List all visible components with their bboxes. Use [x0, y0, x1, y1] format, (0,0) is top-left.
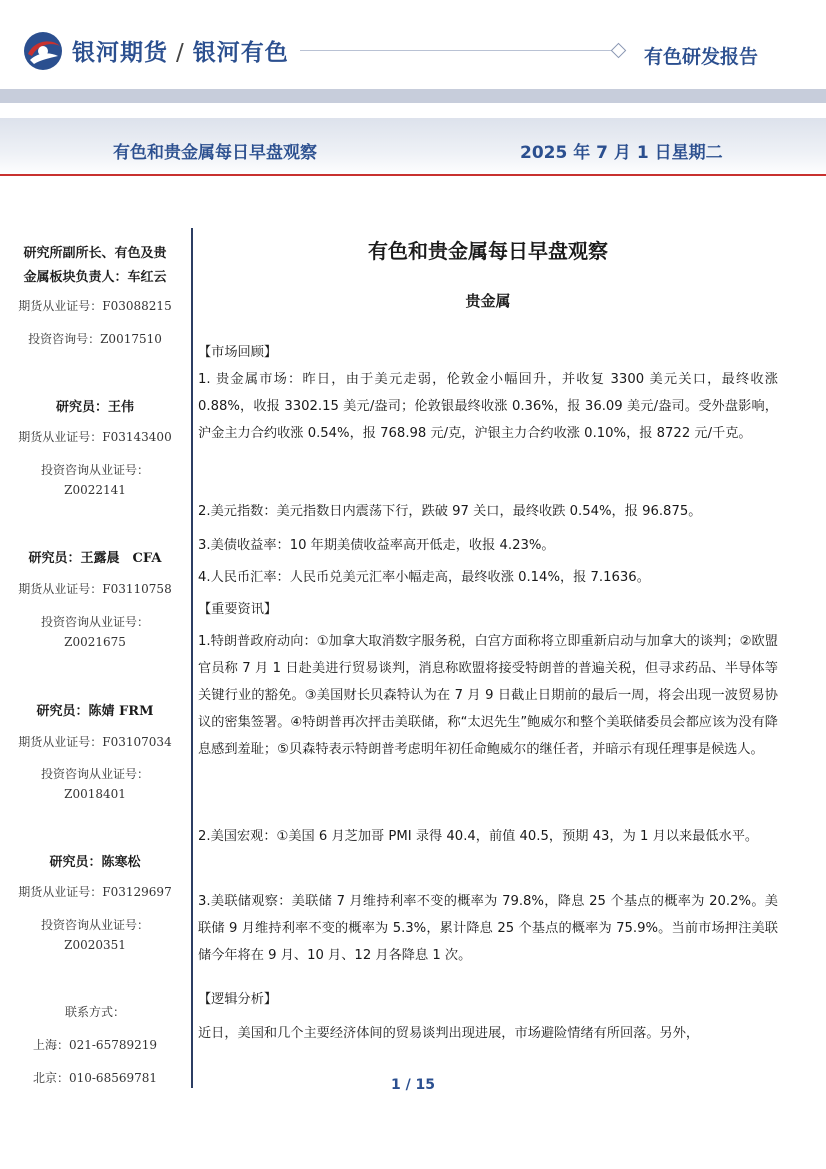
review-rmb-rate: 4.人民币汇率：人民币兑美元汇率小幅走高，最终收涨 0.14%，报 7.1636。 — [198, 570, 650, 585]
heading-logic: 【逻辑分析】 — [198, 992, 278, 1007]
researcher-1-name: 研究员：王伟 — [55, 400, 134, 415]
brand-left: 银河期货 — [72, 40, 168, 66]
brand-right: 银河有色 — [192, 40, 289, 66]
researcher-3-license-advisory: Z0018401 — [64, 787, 126, 801]
researcher-1-license-advisory: Z0022141 — [64, 483, 126, 497]
review-precious-metals: 1. 贵金属市场：昨日，由于美元走弱，伦敦金小幅回升，并收复 3300 美元关口，最终收涨 0.88%，收报 3302.15 美元/盎司；伦敦银最终收涨 0.36%，报 36.09 美元/盎司。受外盘影响，沪金主力合约收涨 0.54%，报 768.98 元/克，沪银主力合约收涨 0.10%，报 8722 元/千克。 — [198, 372, 778, 441]
head-title-line1: 研究所副所长、有色及贵 — [23, 246, 167, 261]
heading-market-review: 【市场回顾】 — [198, 345, 278, 360]
sidebar-divider — [191, 228, 193, 1088]
news-trump-policy: 1.特朗普政府动向：①加拿大取消数字服务税，白宫方面称将立即重新启动与加拿大的谈判；②欧盟官员称 7 月 1 日赴美进行贸易谈判，消息称欧盟将接受特朗普的普遍关税，但寻求药品、半导体等关键行业的豁免。③美国财长贝森特认为在 7 月 9 日截止日期前的最后一周，将会出现一波贸易协议的密集签署。④特朗普再次抨击美联储，称“太迟先生”鲍威尔和整个美联储委员会都应该为没有降息感到羞耻；⑤贝森特表示特朗普考虑明年初任命鲍威尔的继任者，并暗示有现任理事是候选人。 — [198, 634, 778, 757]
contact-label: 联系方式： — [64, 1005, 125, 1019]
researcher-2-license-futures: 期货从业证号：F03110758 — [18, 582, 172, 596]
page-number: 1 / 15 — [390, 1077, 436, 1093]
document-title: 有色和贵金属每日早盘观察 — [368, 239, 608, 263]
sub-header-title: 有色和贵金属每日早盘观察 — [113, 143, 317, 163]
report-date: 2025 年 7 月 1 日星期二 — [520, 143, 723, 163]
galaxy-logo-icon — [22, 30, 64, 72]
head-license-futures: 期货从业证号：F03088215 — [18, 299, 172, 313]
head-title-line2: 金属板块负责人：车红云 — [23, 270, 167, 285]
news-fed-watch: 3.美联储观察：美联储 7 月维持利率不变的概率为 79.8%，降息 25 个基点的概率为 20.2%。美联储 9 月维持利率不变的概率为 5.3%，累计降息 25 个基点的概率为 75.9%。当前市场押注美联储今年将在 9 月、10 月、12 月各降息 1 次。 — [198, 894, 778, 963]
logic-paragraph: 近日，美国和几个主要经济体间的贸易谈判出现进展，市场避险情绪有所回落。另外， — [198, 1026, 700, 1041]
brand-name — [72, 34, 289, 67]
contact-beijing: 北京：010-68569781 — [32, 1071, 158, 1085]
researcher-1-license-advisory-label: 投资咨询从业证号： — [40, 463, 149, 477]
researcher-4-license-futures: 期货从业证号：F03129697 — [18, 885, 172, 899]
researcher-3-license-advisory-label: 投资咨询从业证号： — [40, 767, 149, 781]
review-treasury-yield: 3.美债收益率：10 年期美债收益率高开低走，收报 4.23%。 — [198, 538, 555, 553]
head-license-advisory: 投资咨询号：Z0017510 — [28, 332, 162, 346]
section-title: 贵金属 — [465, 292, 511, 310]
researcher-4-license-advisory-label: 投资咨询从业证号： — [40, 918, 149, 932]
researcher-2-name: 研究员：王露晨 CFA — [28, 551, 162, 566]
brand-slash: / — [176, 40, 185, 66]
researcher-3-license-futures: 期货从业证号：F03107034 — [18, 735, 172, 749]
researcher-2-license-advisory: Z0021675 — [64, 635, 126, 649]
header-divider — [300, 50, 613, 51]
researcher-3-name: 研究员：陈婧 FRM — [36, 704, 154, 719]
contact-shanghai: 上海：021-65789219 — [32, 1038, 158, 1052]
news-us-macro: 2.美国宏观：①美国 6 月芝加哥 PMI 录得 40.4，前值 40.5，预期 43，为 1 月以来最低水平。 — [198, 829, 759, 844]
diamond-icon — [611, 43, 627, 59]
researcher-4-name: 研究员：陈寒松 — [49, 855, 141, 870]
report-type: 有色研发报告 — [644, 46, 759, 68]
page-header — [0, 0, 826, 104]
researcher-1-license-futures: 期货从业证号：F03143400 — [18, 430, 172, 444]
header-band — [0, 89, 826, 103]
researcher-2-license-advisory-label: 投资咨询从业证号： — [40, 615, 149, 629]
heading-news: 【重要资讯】 — [198, 602, 278, 617]
researcher-4-license-advisory: Z0020351 — [64, 938, 126, 952]
review-dollar-index: 2.美元指数：美元指数日内震荡下行，跌破 97 关口，最终收跌 0.54%，报 96.875。 — [198, 504, 702, 519]
red-divider — [0, 174, 826, 176]
